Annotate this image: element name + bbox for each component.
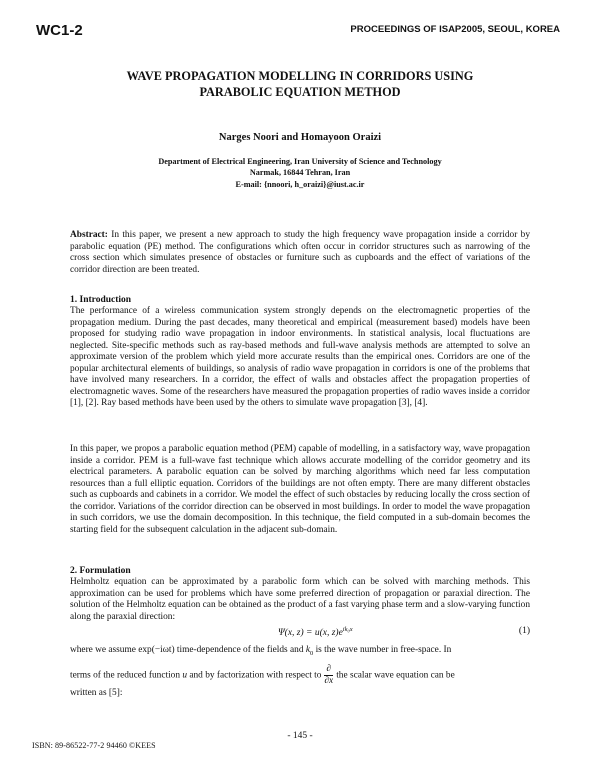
written-as-line: written as [5]:: [70, 688, 123, 698]
wave-number-symbol: k: [305, 645, 310, 655]
time-dependence-text: where we assume exp(−iωt) time-dependence of the fields and: [70, 645, 306, 655]
reduced-function-text: terms of the reduced function: [70, 670, 183, 681]
equation-expression: [278, 626, 353, 638]
proceedings-header: PROCEEDINGS OF ISAP2005, SEOUL, KOREA: [350, 24, 560, 35]
intro-paragraph-1: The performance of a wireless communication system strongly depends on the electromagnetic properties of the propagation medium. During the past decades, many theoretical and empirical (measurement based) models have been proposed for studying radio wave propagation in indoor environments. In statistical analysis, local fluctuations are neglected. Site-specific methods such as ray-based methods and full-wave analysis methods are attempted to solve an approximate version of the problem which yield more accurate results than the empirical ones. Corridors are one of the popular architectural elements of buildings, so analysis of radio wave propagation in corridors is one of the problems that have involved many researchers. In a corridor, the effect of walls and obstacles affect the propagation properties of electromagnetic waves. Some of the researchers have measured the propagation properties of radio waves inside a corridor [1], [2]. Ray based methods have been used by the others to simulate wave propagation [3], [4].: [70, 306, 530, 408]
equation-number: (1): [518, 626, 530, 636]
reduced-function-line: [70, 664, 530, 687]
formulation-paragraph: Helmholtz equation can be approximated by a parabolic form which can be solved with marching methods. This approximation can be used for problems which have some preferred direction of propagation or paraxial direction. The solution of the Helmholtz equation can be obtained as the product of a fast varying phase term and a slow-varying function along the paraxial direction:: [70, 577, 530, 622]
page-number: - 145 -: [287, 731, 313, 741]
reduced-function-symbol: u: [182, 670, 188, 681]
abstract: [70, 230, 530, 276]
formulation-heading: 2. Formulation: [70, 566, 131, 576]
time-dependence-line: [70, 645, 530, 659]
fraction-numerator: ∂: [324, 664, 333, 676]
paper-title: [60, 68, 540, 100]
intro-heading: 1. Introduction: [70, 295, 132, 305]
wave-number-text: is the wave number in free-space. In: [313, 645, 452, 655]
abstract-label: Abstract:: [70, 230, 108, 240]
factorization-text: and by factorization with respect to: [187, 670, 322, 681]
scalar-wave-text: the scalar wave equation can be: [336, 670, 455, 681]
equation-1: [70, 626, 530, 638]
intro-paragraph-2: In this paper, we propos a parabolic equation method (PEM) capable of modelling, in a satisfactory way, wave propagation inside a corridor. PEM is a full-wave fast technique which allows accurate modelling of the corridor geometry and its electrical parameters. A parabolic equation can be solved by marching algorithms which need far less computation resources than a full elliptic equation. Corridors of the buildings are not often empty. There are many different obstacles such as cupboards and cabinets in a corridor. We model the effect of such obstacles by reducing locally the cross section of the corridor. Variations of the corridor direction can be observed in most buildings. In order to model the wave propagation in such corridors, we use the domain decomposition. In this technique, the field computed in a sub-domain becomes the starting field for the subsequent calculation in the adjacent sub-domain.: [70, 444, 530, 535]
address: Narmak, 16844 Tehran, Iran: [249, 168, 351, 178]
equation-exponent: ik₀x: [342, 626, 353, 633]
partial-derivative-fraction: [324, 664, 333, 687]
session-code: WC1-2: [36, 22, 83, 39]
wave-number-subscript: 0: [310, 649, 314, 657]
authors: Narges Noori and Homayoon Oraizi: [218, 132, 382, 143]
email: E-mail: {nnoori, h_oraizi}@iust.ac.ir: [235, 179, 365, 189]
title-line-1: WAVE PROPAGATION MODELLING IN CORRIDORS USING: [126, 69, 474, 83]
department: Department of Electrical Engineering, Iran University of Science and Technology: [158, 157, 442, 166]
isbn-footer: ISBN: 89-86522-77-2 94460 ©KEES: [32, 741, 156, 750]
title-line-2: PARABOLIC EQUATION METHOD: [199, 85, 401, 99]
affiliation: [60, 156, 540, 190]
fraction-denominator: ∂x: [324, 676, 334, 686]
abstract-text: In this paper, we present a new approach to study the high frequency wave propagation inside a corridor by parabolic equation (PE) method. The configurations which often occur in corridor structures such as narrowing of the cross section which simulates presence of obstacles or furniture such as cupboards and the effect of variations of the corridor direction are been treated.: [70, 230, 530, 275]
equation-lhs: Ψ(x, z) = u(x, z)e: [278, 628, 343, 639]
